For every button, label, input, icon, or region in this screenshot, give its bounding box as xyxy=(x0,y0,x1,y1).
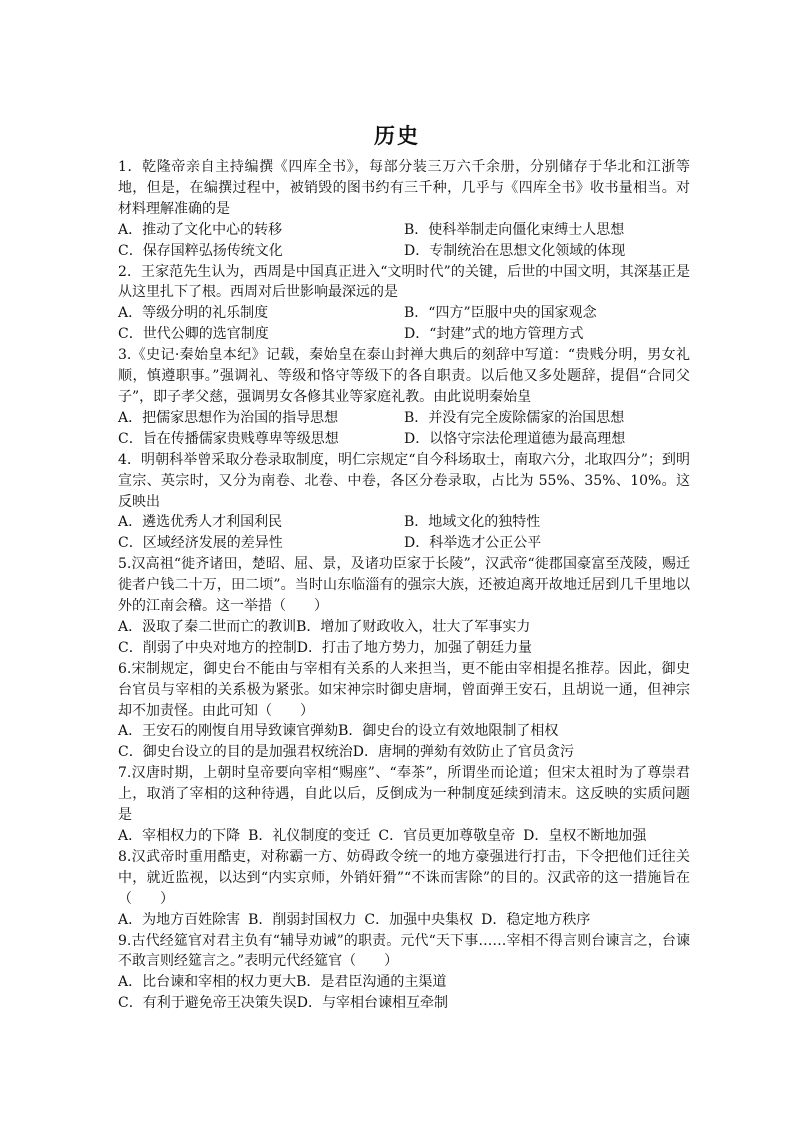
option-b: B．削弱封国权力 xyxy=(248,911,357,928)
option-row xyxy=(118,638,690,659)
option-row xyxy=(118,993,690,1014)
option-d: D．以恪守宗法伦理道德为最高理想 xyxy=(404,430,626,447)
question-stem: 4．明朝科举曾采取分卷录取制度，明仁宗规定“自今科场取士，南取六分，北取四分”；到明宣宗、英宗时，又分为南卷、北卷、中卷，各区分卷录取，占比为 55%、35%、10%。这反映出 xyxy=(118,451,690,510)
option-d: D．唐垌的弹劾有效防止了官员贪污 xyxy=(352,744,574,761)
option-d: D．与宰相台谏相互牵制 xyxy=(296,995,448,1012)
question-stem: 1．乾隆帝亲自主持编撰《四库全书》，每部分装三万六千余册，分别储存于华北和江浙等地，但是，在编撰过程中，被销毁的图书约有三千种，几乎与《四库全书》收书量相当。对材料理解准确的是 xyxy=(118,159,690,217)
option-row xyxy=(118,512,690,533)
option-row xyxy=(118,429,690,450)
option-a: A．遴选优秀人才利国利民 xyxy=(118,514,283,531)
option-a: A．等级分明的礼乐制度 xyxy=(118,305,269,322)
option-b: B．使科举制走向僵化束缚士人思想 xyxy=(404,221,625,238)
question-1 xyxy=(118,157,690,262)
question-stem: 9.古代经筵官对君主负有“辅导劝诫”的职责。元代“天下事……宰相不得言则台谏言之，台谏不敢言则经筵言之。”表明元代经筵官（ ） xyxy=(118,932,690,970)
option-a: A．把儒家思想作为治国的指导思想 xyxy=(118,409,339,426)
question-3 xyxy=(118,345,690,450)
option-row xyxy=(118,533,690,554)
question-stem: 6.宋制规定，御史台不能由与宰相有关系的人来担当，更不能由宰相提名推荐。因此，御史台官员与宰相的关系极为紧张。如宋神宗时御史唐垌，曾面弹王安石，且胡说一通，但神宗却不加责怪。由此可知（ ） xyxy=(118,660,690,719)
option-d: D．打击了地方势力，加强了朝廷力量 xyxy=(296,639,532,656)
question-6 xyxy=(118,659,690,764)
option-row xyxy=(118,241,690,262)
option-d: D．专制统治在思想文化领域的体现 xyxy=(404,242,626,259)
question-stem: 3.《史记·秦始皇本纪》记载，秦始皇在泰山封禅大典后的刻辞中写道：“贵贱分明，男女礼顺，慎遵职事。”强调礼、等级和恪守等级下的各自职责。以后他又多处题辞，提倡“合同父子”，即子孝父慈，强调男女各修其业等家庭礼教。由此说明秦始皇 xyxy=(118,347,690,405)
option-d: D．科举选才公正公平 xyxy=(404,535,542,552)
option-b: B．礼仪制度的变迁 xyxy=(248,828,371,844)
question-7 xyxy=(118,763,690,847)
option-a: A．为地方百姓除害 xyxy=(118,911,241,928)
option-a: A．汲取了秦二世而亡的教训 xyxy=(118,618,297,635)
page-title: 历史 xyxy=(374,123,420,148)
question-stem: 5.汉高祖“徙齐诸田，楚昭、屈、景，及诸功臣家于长陵”，汉武帝“徙郡国豪富至茂陵，赐迁徙者户钱二十万，田二顷”。当时山东临淄有的强宗大族，还被迫离开故地迁居到几千里地以外的江南会稽。这一举措（ ） xyxy=(118,556,690,615)
question-stem: 8.汉武帝时重用酷吏，对称霸一方、妨碍政令统一的地方豪强进行打击，下令把他们迁往关中，就近监视，以达到“内实京师，外销奸猾”“不诛而害除”的目的。汉武帝的这一措施旨在（ ） xyxy=(118,848,690,907)
option-a: A．比台谏和宰相的权力更大 xyxy=(118,974,297,991)
option-c: C．有利于避免帝王决策失误 xyxy=(118,995,297,1012)
question-5 xyxy=(118,554,690,659)
question-9 xyxy=(118,931,690,1015)
option-b: B．增加了财政收入，壮大了军事实力 xyxy=(296,618,531,635)
option-c: C．世代公卿的选官制度 xyxy=(118,326,269,343)
option-row xyxy=(118,220,690,241)
option-row xyxy=(118,324,690,345)
question-2 xyxy=(118,262,690,346)
option-b: B．“四方”臣服中央的国家观念 xyxy=(404,305,597,322)
option-b: B．是君臣沟通的主渠道 xyxy=(296,974,447,991)
option-row xyxy=(118,721,690,742)
option-row xyxy=(118,617,690,638)
option-c: C．旨在传播儒家贵贱尊卑等级思想 xyxy=(118,430,339,447)
option-c: C．保存国粹弘扬传统文化 xyxy=(118,242,283,259)
question-list xyxy=(118,157,690,1014)
option-b: B．地域文化的独特性 xyxy=(404,514,541,531)
option-c: C．削弱了中央对地方的控制 xyxy=(118,639,297,656)
option-a: A．宰相权力的下降 xyxy=(118,828,241,844)
option-row xyxy=(118,303,690,324)
question-8 xyxy=(118,847,690,931)
option-d: D．“封建”式的地方管理方式 xyxy=(404,326,584,343)
question-4 xyxy=(118,450,690,555)
option-c: C．加强中央集权 xyxy=(364,911,474,928)
option-b: B．并没有完全废除儒家的治国思想 xyxy=(404,409,625,426)
option-c: C．御史台设立的目的是加强君权统治 xyxy=(118,744,353,761)
option-b: B．御史台的设立有效地限制了相权 xyxy=(338,723,559,740)
option-row xyxy=(118,826,690,847)
question-stem: 7.汉唐时期，上朝时皇帝要向宰相“赐座”、“奉茶”，所谓坐而论道；但宋太祖时为了尊崇君上，取消了宰相的这种待遇，自此以后，反倒成为一种制度延续到清末。这反映的实质问题是 xyxy=(118,765,690,824)
option-row xyxy=(118,972,690,993)
option-a: A．王安石的刚愎自用导致谏官弹劾 xyxy=(118,723,339,740)
option-d: D．皇权不断地加强 xyxy=(523,828,647,844)
option-c: C．官员更加尊敬皇帝 xyxy=(378,828,516,844)
option-row xyxy=(118,742,690,763)
option-row xyxy=(118,408,690,429)
option-d: D．稳定地方秩序 xyxy=(481,911,591,928)
option-a: A．推动了文化中心的转移 xyxy=(118,221,283,238)
option-c: C．区域经济发展的差异性 xyxy=(118,535,283,552)
question-stem: 2．王家范先生认为，西周是中国真正进入“文明时代”的关键，后世的中国文明，其深基正是从这里扎下了根。西周对后世影响最深远的是 xyxy=(118,263,690,301)
option-row xyxy=(118,910,690,931)
